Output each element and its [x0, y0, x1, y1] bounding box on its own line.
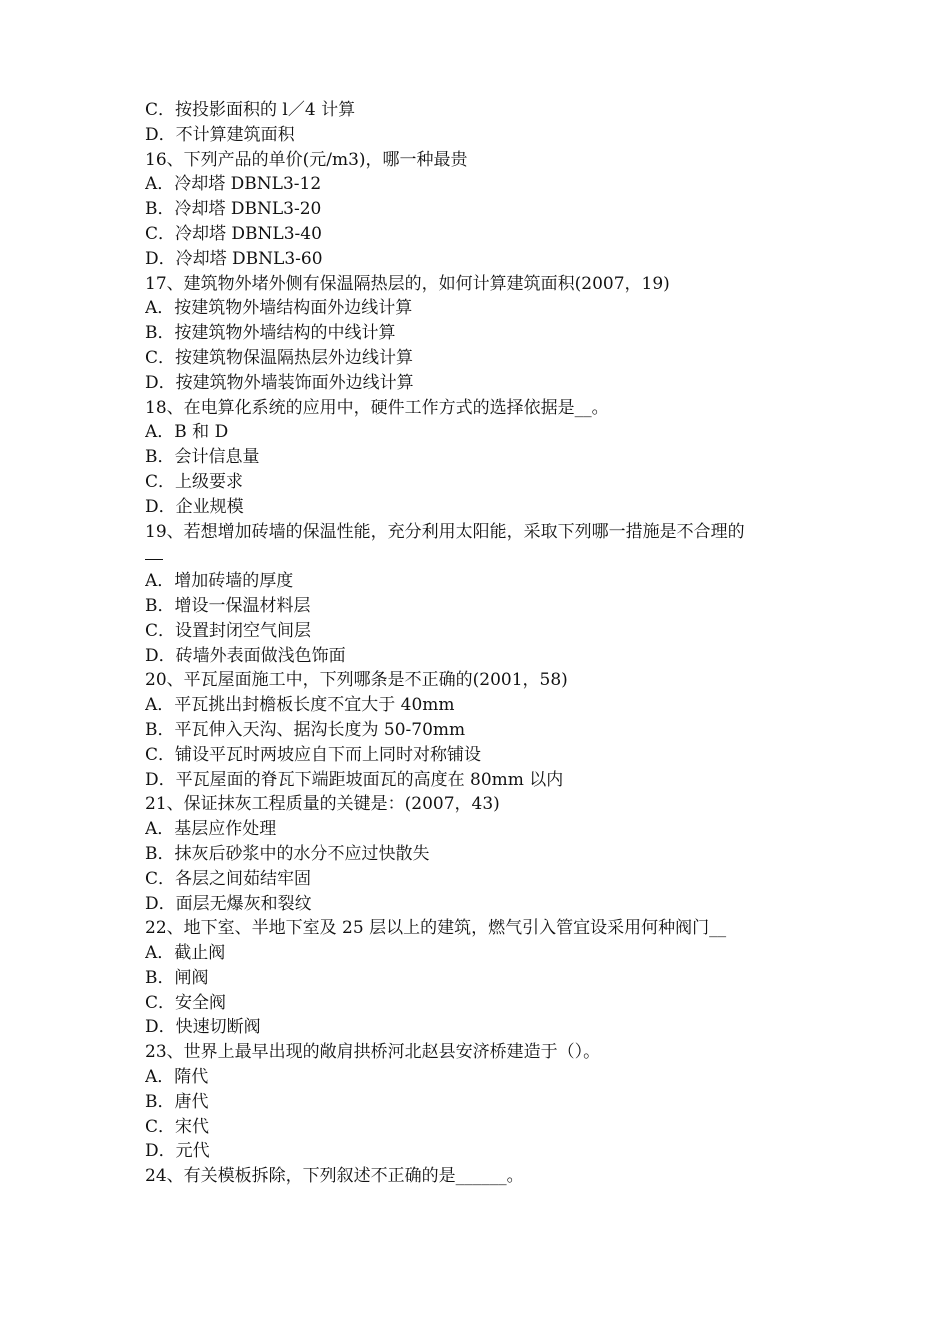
option-d: D．砖墙外表面做浅色饰面	[145, 645, 346, 666]
option-c: C．上级要求	[145, 471, 244, 492]
option-a: A．增加砖墙的厚度	[145, 571, 294, 592]
option-c: C．设置封闭空气间层	[145, 620, 312, 641]
text-line: C．按投影面积的 l／4 计算	[145, 100, 356, 120]
option-a: A．平瓦挑出封檐板长度不宜大于 40mm	[145, 695, 455, 716]
option-a: A．冷却塔 DBNL3-12	[145, 174, 322, 195]
option-b: B．按建筑物外墙结构的中线计算	[145, 323, 396, 344]
option-c: C．按建筑物保温隔热层外边线计算	[145, 347, 414, 368]
question-24: 24、有关模板拆除，下列叙述不正确的是______。	[145, 1166, 524, 1187]
question-19: 19、若想增加砖墙的保温性能，充分利用太阳能，采取下列哪一措施是不合理的	[145, 521, 745, 542]
option-c: C．冷却塔 DBNL3-40	[145, 223, 322, 244]
option-a: A．基层应作处理	[145, 819, 277, 840]
option-c: C．各层之间茹结牢固	[145, 868, 312, 889]
option-b: B．平瓦伸入天沟、据沟长度为 50-70mm	[145, 719, 466, 740]
option-d: D．平瓦屋面的脊瓦下端距坡面瓦的高度在 80mm 以内	[145, 769, 564, 790]
question-21: 21、保证抹灰工程质量的关键是：(2007，43)	[145, 794, 500, 815]
question-17: 17、建筑物外堵外侧有保温隔热层的，如何计算建筑面积(2007，19)	[145, 273, 670, 294]
option-b: B．会计信息量	[145, 447, 260, 468]
option-d: D．冷却塔 DBNL3-60	[145, 248, 323, 269]
answer-blank	[145, 559, 163, 560]
option-d: D．企业规模	[145, 496, 244, 517]
text-line: D．不计算建筑面积	[145, 124, 295, 145]
question-text-block	[145, 98, 825, 1189]
option-d: D．元代	[145, 1141, 210, 1162]
option-c: C．铺设平瓦时两坡应自下而上同时对称铺设	[145, 744, 482, 765]
question-18: 18、在电算化系统的应用中，硬件工作方式的选择依据是__。	[145, 397, 609, 418]
question-20: 20、平瓦屋面施工中，下列哪条是不正确的(2001，58)	[145, 670, 568, 691]
option-a: A．按建筑物外墙结构面外边线计算	[145, 298, 413, 319]
option-a: A．B 和 D	[145, 422, 229, 443]
option-b: B．闸阀	[145, 967, 209, 988]
question-23: 23、世界上最早出现的敞肩拱桥河北赵县安济桥建造于（）。	[145, 1042, 601, 1063]
option-d: D．按建筑物外墙装饰面外边线计算	[145, 372, 414, 393]
option-b: B．唐代	[145, 1091, 209, 1112]
option-b: B．冷却塔 DBNL3-20	[145, 199, 322, 220]
option-d: D．面层无爆灰和裂纹	[145, 893, 312, 914]
option-c: C．安全阀	[145, 992, 227, 1013]
option-b: B．增设一保温材料层	[145, 595, 311, 616]
option-a: A．截止阀	[145, 943, 226, 964]
option-b: B．抹灰后砂浆中的水分不应过快散失	[145, 843, 430, 864]
option-a: A．隋代	[145, 1067, 209, 1088]
answer-blank-line	[145, 544, 825, 569]
option-d: D．快速切断阀	[145, 1017, 261, 1038]
question-16: 16、下列产品的单价(元/m3)，哪一种最贵	[145, 149, 468, 170]
option-c: C．宋代	[145, 1116, 210, 1137]
question-22: 22、地下室、半地下室及 25 层以上的建筑，燃气引入管宜设采用何种阀门__	[145, 918, 727, 939]
